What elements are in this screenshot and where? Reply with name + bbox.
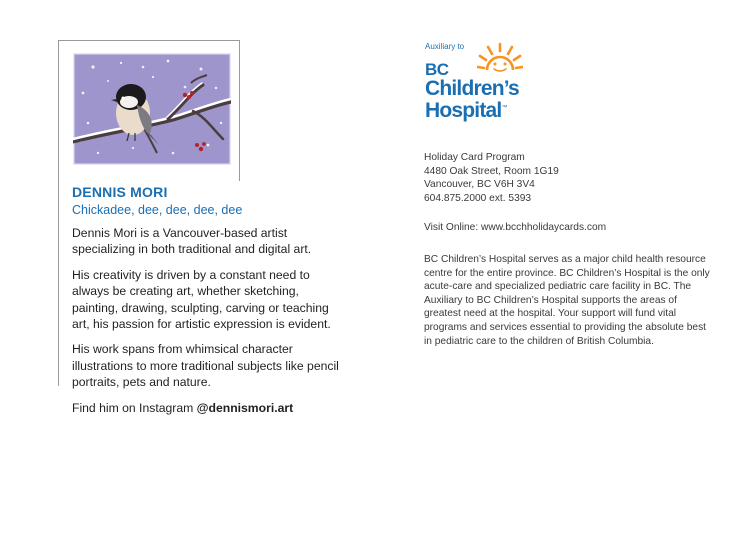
bio-paragraph: Dennis Mori is a Vancouver-based artist specializing in both traditional and digital art. [72,226,312,257]
program-name: Holiday Card Program [424,152,525,163]
sun-icon [477,42,523,82]
city-postal: Vancouver, BC V6H 3V4 [424,179,535,191]
hospital-description: BC Children’s Hospital serves as a major child health resource centre for the entire province. BC Children’s Hospital is the only acute-care and specialized pediatric care facility in BC. The Auxiliary to BC Children’s Hospital supports the areas of greatest need at the hospital. Your support will fund vital programs and services essential to providing the absolute best in pediatric care to the children of British Columbia. [424,254,710,347]
chickadee-illustration [73,53,231,165]
instagram-handle[interactable]: @dennismori.art [196,400,294,415]
logo-auxiliary-text: Auxiliary to [425,42,465,51]
bio-paragraph: His work spans from whimsical character illustrations to more traditional subjects like pencil portraits, pets and nature. [72,342,339,390]
logo-trademark: ™ [501,105,507,111]
visit-online-link[interactable]: Visit Online: www.bcchholidaycards.com [424,222,607,233]
bc-childrens-hospital-logo [425,42,545,132]
instagram-line [72,400,342,416]
artist-name: DENNIS MORI [72,184,168,200]
logo-bc: BC [425,60,449,79]
phone-number: 604.875.2000 ext. 5393 [424,192,532,204]
street-address: 4480 Oak Street, Room 1G19 [424,165,559,177]
mailing-address [424,151,559,205]
instagram-prefix: Find him on Instagram [72,400,197,415]
artwork-title: Chickadee, dee, dee, dee, dee [72,203,243,217]
chickadee-artwork [73,53,231,165]
logo-hospital: Hospital™ [425,99,507,122]
logo-childrens: Children’s [425,77,519,100]
artist-bio [72,225,342,425]
bio-paragraph: His creativity is driven by a constant need to always be creating art, whether sketching, painting, drawing, sculpting, carving or teaching art, his passion for artistic expression is evident. [72,267,331,332]
